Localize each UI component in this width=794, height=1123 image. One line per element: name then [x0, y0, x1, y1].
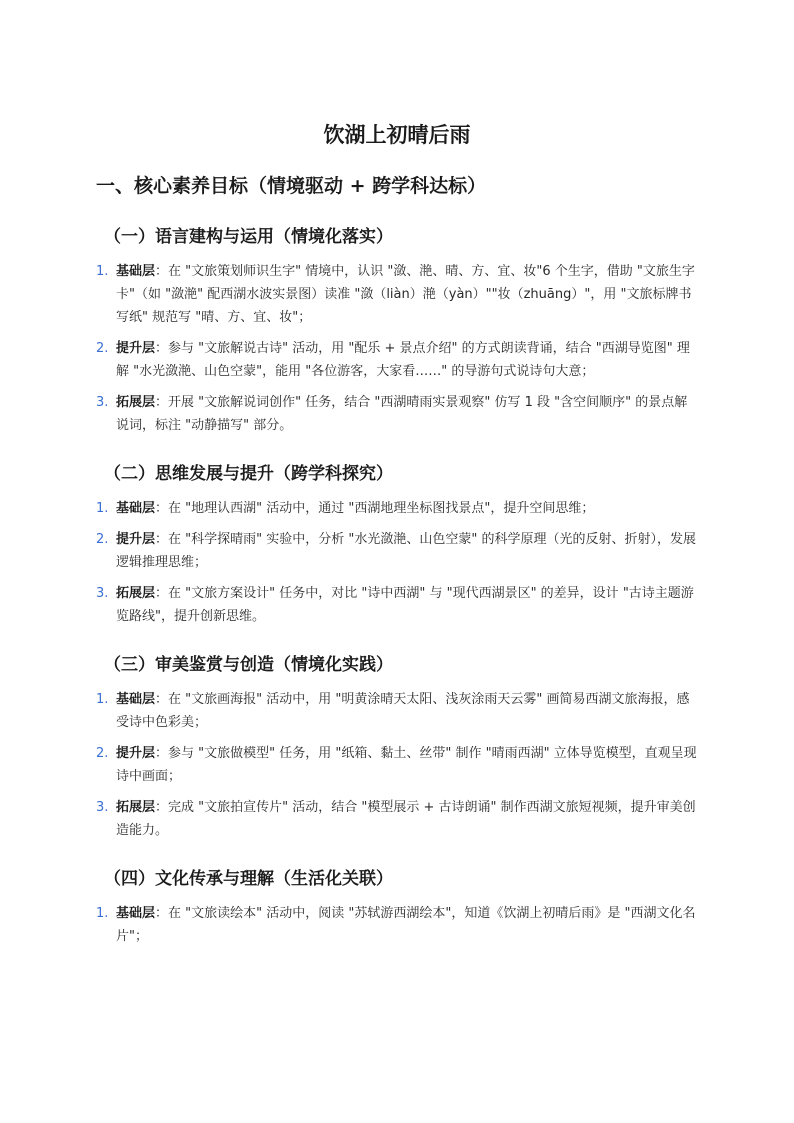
objective-list	[96, 260, 698, 437]
subsection-heading: （四）文化传承与理解（生活化关联）	[104, 869, 393, 889]
list-item	[96, 497, 698, 520]
level-label: 拓展层	[116, 800, 156, 815]
level-label: 拓展层	[116, 395, 156, 410]
item-number: 1.	[96, 264, 109, 279]
level-label: 基础层	[116, 501, 156, 516]
item-text: ：在 "科学探晴雨" 实验中，分析 "水光潋滟、山色空蒙" 的科学原理（光的反射、折射），发展逻辑推理思维；	[116, 532, 696, 570]
subsection-3	[96, 652, 698, 842]
item-number: 1.	[96, 501, 109, 516]
subsection-2	[96, 461, 698, 628]
item-number: 3.	[96, 395, 109, 410]
list-item	[96, 528, 698, 574]
item-text: ：开展 "文旅解说词创作" 任务，结合 "西湖晴雨实景观察" 仿写 1 段 "含空间顺序" 的景点解说词，标注 "动静描写" 部分。	[116, 395, 688, 433]
subsection-heading: （一）语言建构与运用（情境化落实）	[104, 227, 393, 247]
level-label: 拓展层	[116, 586, 156, 601]
item-text: ：在 "文旅读绘本" 活动中，阅读 "苏轼游西湖绘本"，知道《饮湖上初晴后雨》是 "西湖文化名片"；	[116, 906, 696, 944]
list-item	[96, 337, 698, 383]
subsection-heading: （三）审美鉴赏与创造（情境化实践）	[104, 655, 393, 675]
document-title: 饮湖上初晴后雨	[323, 123, 471, 147]
item-text: ：参与 "文旅做模型" 任务，用 "纸箱、黏土、丝带" 制作 "晴雨西湖" 立体导览模型，直观呈现诗中画面；	[116, 746, 697, 784]
objective-list	[96, 497, 698, 628]
list-item	[96, 902, 698, 948]
level-label: 基础层	[116, 906, 156, 921]
item-number: 2.	[96, 746, 109, 761]
item-number: 3.	[96, 800, 109, 815]
item-text: ：在 "地理认西湖" 活动中，通过 "西湖地理坐标图找景点"，提升空间思维；	[155, 501, 595, 516]
list-item	[96, 260, 698, 329]
item-text: ：完成 "文旅拍宣传片" 活动，结合 "模型展示 + 古诗朗诵" 制作西湖文旅短视频，提升审美创造能力。	[116, 800, 696, 838]
objective-list	[96, 902, 698, 948]
list-item	[96, 742, 698, 788]
item-number: 2.	[96, 532, 109, 547]
subsection-4	[96, 866, 698, 948]
list-item	[96, 688, 698, 734]
level-label: 提升层	[116, 532, 156, 547]
list-item	[96, 391, 698, 437]
item-number: 3.	[96, 586, 109, 601]
level-label: 基础层	[116, 264, 156, 279]
level-label: 基础层	[116, 692, 156, 707]
item-number: 1.	[96, 692, 109, 707]
item-text: ：在 "文旅方案设计" 任务中，对比 "诗中西湖" 与 "现代西湖景区" 的差异，设计 "古诗主题游览路线"，提升创新思维。	[116, 586, 694, 624]
item-number: 1.	[96, 906, 109, 921]
subsection-1	[96, 224, 698, 437]
subsection-heading: （二）思维发展与提升（跨学科探究）	[104, 464, 393, 484]
objective-list	[96, 688, 698, 842]
list-item	[96, 582, 698, 628]
item-text: ：参与 "文旅解说古诗" 活动，用 "配乐 + 景点介绍" 的方式朗读背诵，结合 "西湖导览图" 理解 "水光潋滟、山色空蒙"，能用 "各位游客，大家看……" 的导游句式说诗句大意；	[116, 341, 690, 379]
list-item	[96, 796, 698, 842]
section-heading: 一、核心素养目标（情境驱动 + 跨学科达标）	[96, 175, 487, 197]
level-label: 提升层	[116, 341, 156, 356]
item-text: ：在 "文旅策划师识生字" 情境中，认识 "潋、滟、晴、方、宜、妆"6 个生字，借助 "文旅生字卡"（如 "潋滟" 配西湖水波实景图）读准 "潋（liàn）滟（yàn）""妆（zhuāng）"，用 "文旅标牌书写纸" 规范写 "晴、方、宜、妆"；	[116, 264, 695, 325]
level-label: 提升层	[116, 746, 156, 761]
item-text: ：在 "文旅画海报" 活动中，用 "明黄涂晴天太阳、浅灰涂雨天云雾" 画简易西湖文旅海报，感受诗中色彩美；	[116, 692, 690, 730]
item-number: 2.	[96, 341, 109, 356]
